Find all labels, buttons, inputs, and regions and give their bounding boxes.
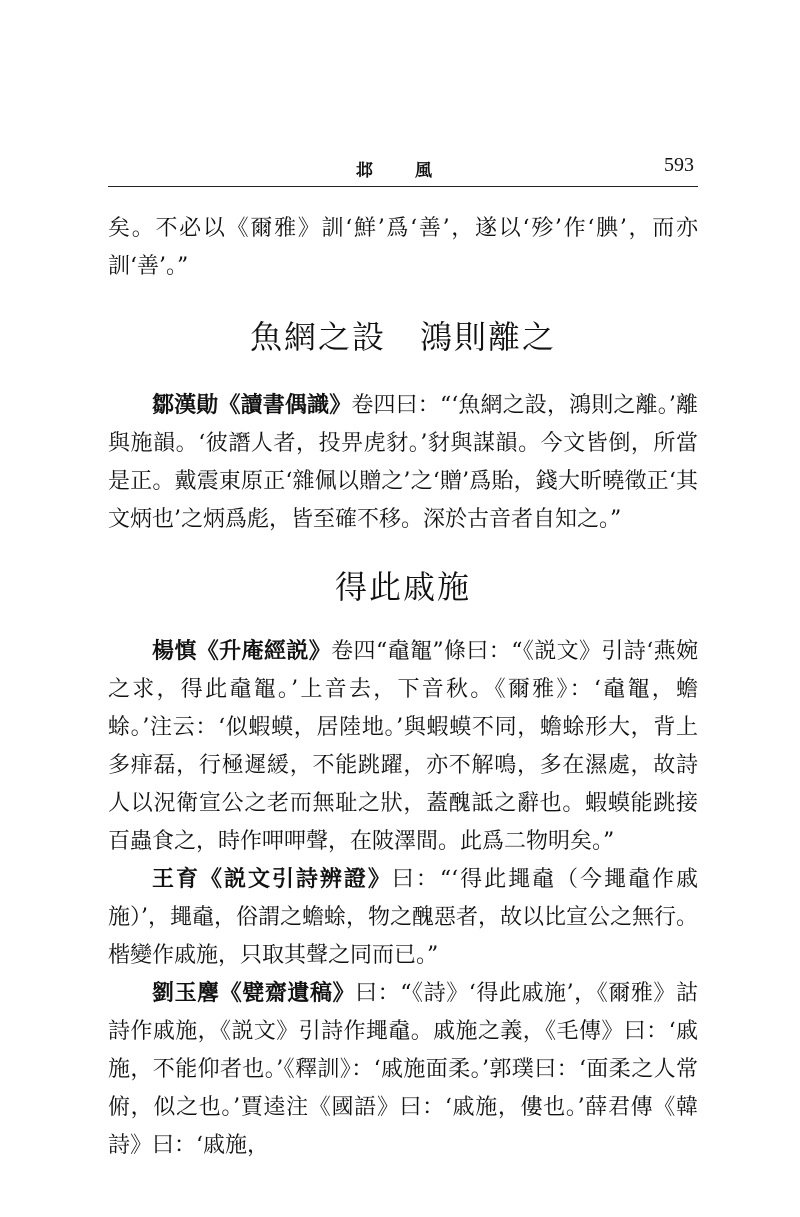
page-number: 593 bbox=[664, 154, 694, 176]
paragraph-text: 卷四曰：“‘魚網之設，鴻則之離。’離與施韻。‘彼譖人者，投畀虎豺。’豺與謀韻。今文皆倒，所當是正。戴震東原正‘雜佩以贈之’之‘贈’爲貽，錢大昕曉徵正‘其文炳也’之炳爲彪，皆至確不移。深於古音者自知之。” bbox=[108, 393, 698, 532]
section-2-body bbox=[108, 633, 698, 1165]
section-1-body bbox=[108, 387, 698, 539]
paragraph bbox=[108, 861, 698, 975]
section-title-1-part2: 鴻則離之 bbox=[420, 318, 557, 356]
paragraph bbox=[108, 975, 698, 1165]
running-header bbox=[108, 150, 698, 187]
header-title: 邶 風 bbox=[356, 161, 450, 181]
cited-work: 王育《説文引詩辨證》 bbox=[152, 867, 392, 892]
section-title-2: 得此戚施 bbox=[334, 568, 471, 606]
paragraph bbox=[108, 633, 698, 861]
cited-work: 劉玉麐《甓齋遺稿》 bbox=[152, 981, 356, 1006]
section-title-1-part1: 魚網之設 bbox=[249, 318, 386, 356]
section-title-1 bbox=[108, 312, 698, 358]
paragraph-text: 曰：“《詩》‘得此戚施’，《爾雅》詁詩作戚施，《説文》引詩作䵷鼀。戚施之義，《毛傳》曰：‘戚施，不能仰者也。’《釋訓》：‘戚施面柔。’郭璞曰：‘面柔之人常俯，似之也。’賈逵注《國語》曰：‘戚施，僂也。’薛君傳《韓詩》曰：‘戚施， bbox=[108, 981, 698, 1158]
cited-work: 鄒漢勛《讀書偶識》 bbox=[152, 393, 352, 418]
paragraph-text: 卷四“鼀鼅”條曰：“《説文》引詩‘燕婉之求，得此鼀鼅。’上音去，下音秋。《爾雅》：‘鼀鼅，蟾蜍。’注云：‘似蝦蟆，居陸地。’與蝦蟆不同，蟾蜍形大，背上多痱磊，行極遲緩，不能跳躍，亦不解鳴，多在濕處，故詩人以況衛宣公之老而無耻之狀，蓋醜詆之辭也。蝦蟆能跳接百蟲食之，時作呷呷聲，在陂澤間。此爲二物明矣。” bbox=[108, 639, 698, 854]
continuation-block bbox=[108, 210, 698, 286]
paragraph-text: 曰：“‘得此䵷鼀（今䵷鼀作戚施）’，䵷鼀，俗謂之蟾蜍，物之醜惡者，故以比宣公之無行。楷變作戚施，只取其聲之同而已。” bbox=[108, 867, 698, 968]
paragraph bbox=[108, 387, 698, 539]
continuation-text: 矣。不必以《爾雅》訓‘鮮’爲‘善’，遂以‘殄’作‘腆’，而亦訓‘善’。” bbox=[108, 216, 698, 279]
cited-work: 楊慎《升庵經説》 bbox=[152, 639, 332, 664]
